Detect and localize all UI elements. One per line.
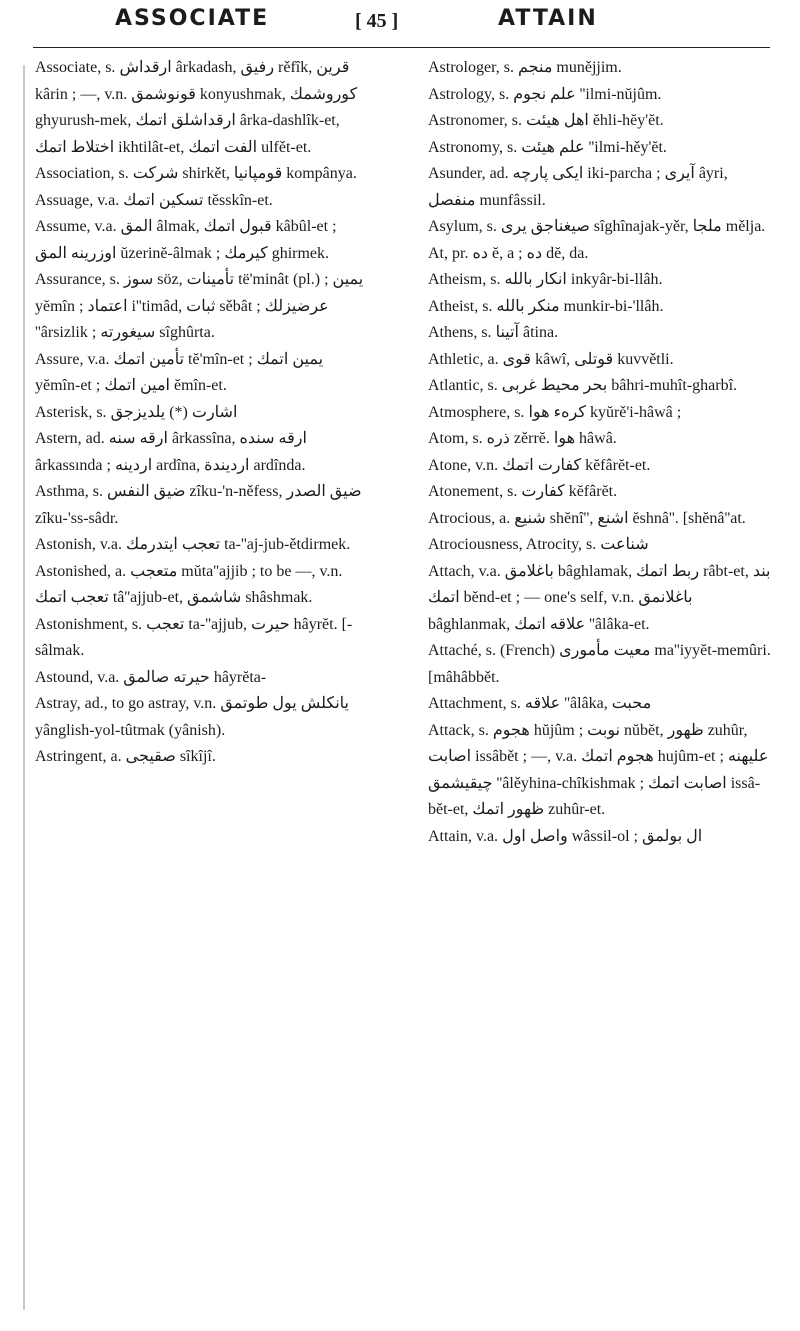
entry-attain: Attain, v.a. واصل اول wâssil-ol ; ال بولمق — [428, 827, 703, 845]
entry-attack: Attack, s. هجوم hŭjûm ; نوبت nŭbĕt, ظهور zuhûr, اصابت issâbět ; —, v.a. هجوم اتمك hujûm-et ; عليهنه چيقيشمق ''âlěyhina-chîkishmak ; اصابت اتمك issâ-bět-et, ظهور اتمك zuhûr-et. — [428, 721, 769, 818]
header-rule — [33, 47, 770, 48]
entry-astray: Astray, ad., to go astray, v.n. يانكلش يول طوتمق yânglish-yol-tûtmak (yânish). — [35, 695, 349, 739]
entry-astonishment: Astonishment, s. تعجب ta-''ajjub, حيرت hâyrĕt. [-sâlmak. — [35, 615, 353, 659]
entry-association: Association, s. شركت shirkět, قومپانيا kompânya. — [35, 165, 357, 182]
header-right-guideword: ATTAIN — [498, 6, 598, 31]
entry-astronomer: Astronomer, s. اهل هيئت ĕhli-hĕy'ĕt. — [428, 112, 664, 129]
entry-at: At, pr. ده ĕ, a ; ده dĕ, da. — [428, 244, 589, 262]
entry-atheist: Atheist, s. منكر بالله munkir-bi-'llâh. — [428, 297, 664, 315]
entry-atmosphere: Atmosphere, s. كرهء هوا kyŭrě'i-hâwâ ; — [428, 403, 682, 421]
left-column — [35, 55, 365, 771]
entry-astronomy: Astronomy, s. علم هيئت ''ilmi-hěy'ĕt. — [428, 138, 667, 156]
entry-atrocious: Atrocious, a. شنيع shĕnî'', اشنع ĕshnâ''. [shĕnâ''at. — [428, 509, 746, 527]
entry-assurance: Assurance, s. سوز söz, تأمينات të'minât (pl.) ; يمين yĕmîn ; اعتماد i''timâd, ثبات sěbât ; عرضيزلك ''ârsizlik ; سيغورته sîghûrta. — [35, 271, 364, 341]
entry-astrologer: Astrologer, s. منجم munějjim. — [428, 59, 622, 76]
entry-atone: Atone, v.n. كفارت اتمك kĕfârĕt-et. — [428, 456, 651, 474]
entry-assuage: Assuage, v.a. تسكين اتمك tĕsskîn-et. — [35, 191, 273, 209]
header-left-guideword: ASSOCIATE — [115, 6, 270, 31]
entry-astern: Astern, ad. ارقه سنه ârkassîna, ارقه سنده ârkassında ; اردينه ardîna, ارديندة ardînda. — [35, 430, 307, 474]
entry-atlantic: Atlantic, s. بحر محيط غربى bâhri-muhît-gharbî. — [428, 377, 738, 394]
page-number: [ 45 ] — [355, 10, 399, 32]
entry-attachment: Attachment, s. علاقه ''âlâka, محبت — [428, 695, 652, 712]
entry-athens: Athens, s. آتينا âtina. — [428, 324, 559, 341]
entry-atonement: Atonement, s. كفارت kĕfârĕt. — [428, 483, 618, 500]
entry-asylum: Asylum, s. صيغناجق يرى sîghînajak-yěr, ملجا mělja. — [428, 218, 766, 235]
entry-astringent: Astringent, a. صقيجى sîkîjî. — [35, 748, 216, 765]
entry-associate: Associate, s. ارقداش ârkadash, رفيق rěfîk, قرين kârin ; —, v.n. قونوشمق konyushmak, كوروشمك ghyurush-mek, ارقداشلق اتمك ârka-dashlîk-et, اختلاط اتمك ikhtilât-et, الفت اتمك ulfět-et. — [35, 59, 358, 156]
entry-astound: Astound, v.a. حيرته صالمق hâyrĕta- — [35, 668, 267, 686]
entry-astonish: Astonish, v.a. تعجب ايتدرمك ta-''aj-jub-ětdirmek. — [35, 536, 351, 553]
entry-assure: Assure, v.a. تأمين اتمك tĕ'mîn-et ; يمين اتمك yĕmîn-et ; امين اتمك ĕmîn-et. — [35, 350, 324, 394]
page-edge-shadow — [23, 65, 25, 1310]
entry-asthma: Asthma, s. ضيق النفس zîku-'n-něfess, ضيق الصدر zîku-'ss-sâdr. — [35, 483, 362, 527]
entry-atheism: Atheism, s. انكار بالله inkyâr-bi-llâh. — [428, 271, 663, 288]
entry-asunder: Asunder, ad. ايكى پارچه iki-parcha ; آيرى âyri, منفصل munfâssil. — [428, 165, 728, 209]
entry-assume: Assume, v.a. المق âlmak, قبول اتمك kâbûl-et ; اوزرينه المق ŭzerinĕ-âlmak ; كيرمك ghirmek. — [35, 218, 337, 262]
entry-athletic: Athletic, a. قوى kâwî, قوتلى kuvvětli. — [428, 350, 674, 368]
entry-atrociousness: Atrociousness, Atrocity, s. شناعت — [428, 536, 649, 553]
entry-attache: Attaché, s. (French) معيت مأمورى ma''iyyĕt-memûri. [mâhâbbět. — [428, 642, 771, 686]
entry-astonished: Astonished, a. متعجب mŭta''ajjib ; to be —, v.n. تعجب اتمك tâ''ajjub-et, شاشمق shâshmak. — [35, 562, 343, 606]
right-column — [428, 55, 776, 850]
entry-asterisk: Asterisk, s. اشارت (*) يلديزجق — [35, 403, 238, 421]
entry-attach: Attach, v.a. باغلامق bâghlamak, ربط اتمك râbt-et, بند اتمك bĕnd-et ; — one's self, v.n. باغلانمق bâghlanmak, علاقه اتمك ''âlâka-et. — [428, 562, 771, 633]
entry-atom: Atom, s. ذره zěrrĕ. هوا hâwâ. — [428, 430, 617, 447]
entry-astrology: Astrology, s. علم نجوم ''ilmi-nŭjûm. — [428, 85, 662, 103]
